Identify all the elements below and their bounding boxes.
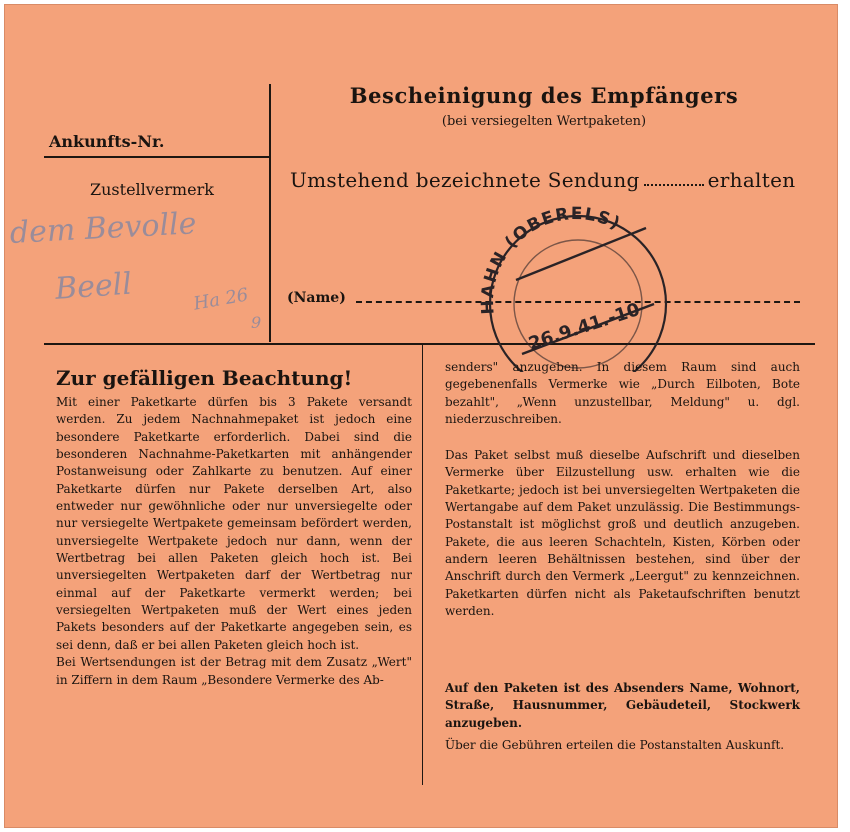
postmark-stamp: [466, 202, 696, 372]
received-text-after: erhalten: [707, 168, 796, 192]
divider-vertical-top: [269, 84, 271, 342]
notice-left-column: [56, 394, 412, 689]
handwritten-note-line2: Beell: [54, 266, 134, 307]
handwritten-note-line1: dem Bevolle: [9, 206, 198, 251]
notice-left-paragraph1: Mit einer Paketkarte dürfen bis 3 Pakete versandt werden. Zu jedem Nachnahmepaket ist jedoch eine besondere Paketkarte erforderlich. Dabei sind die besonderen Nachnahme-Paketkarten mit anhängender Postanweisung oder Zahlkarte zu benutzen. Auf einer Paketkarte dürfen nur Pakete derselben Art, also entweder nur gewöhnliche oder nur unversiegelte oder nur versiegelte Wertpakete gemeinsam befördert werden, unversiegelte Wertpakete jedoch nur dann, wenn der Wertbetrag bei allen Paketen gleich hoch ist. Bei unversiegelten Wertpaketen darf der Wertbetrag nur einmal auf der Paketkarte vermerkt werden; bei versiegelten Wertpaketen muß der Wert eines jeden Pakets besonders auf der Paketkarte angegeben sein, es sei denn, daß er bei allen Paketen gleich hoch ist.: [56, 395, 412, 652]
handwritten-note-line3: Ha 26: [192, 284, 250, 315]
parcel-card: [4, 4, 838, 828]
handwritten-note-line4: 9: [251, 313, 262, 332]
postmark-date: 26.9.41.-10: [526, 299, 643, 355]
notice-right-paragraph2: Das Paket selbst muß dieselbe Aufschrift und dieselben Vermerke über Eilzustellung usw. erhalten wie die Paketkarte; jedoch ist bei unversiegelten Wertpaketen die Wertangabe auf dem Paket unzulässig. Die Bestimmungs-Postanstalt ist möglichst groß und deutlich anzugeben. Pakete, die aus leeren Schachteln, Kisten, Körben oder andern leeren Behältnissen bestehen, sind über der Anschrift durch den Vermerk „Leergut" zu kennzeichnen. Paketkarten dürfen nicht als Paketaufschriften benutzt werden.: [445, 448, 800, 619]
received-dotted-fill: [644, 182, 704, 186]
page-title: Bescheinigung des Empfängers: [349, 83, 739, 108]
notice-right-paragraph3: Auf den Paketen ist des Absenders Name, Wohnort, Straße, Hausnummer, Gebäudeteil, Stockwerk anzugeben.: [445, 681, 800, 730]
postmark-town: HAHN (OBERELS): [477, 204, 625, 315]
page-subtitle: (bei versiegelten Wertpaketen): [441, 114, 647, 129]
arrival-number-underline: [44, 156, 271, 158]
postmark-bar-top: [516, 228, 646, 280]
notice-right-paragraph4: Über die Gebühren erteilen die Postanstalten Auskunft.: [445, 738, 785, 752]
notice-left-paragraph2: Bei Wertsendungen ist der Betrag mit dem Zusatz „Wert" in Ziffern in dem Raum „Besondere Vermerke des Ab-: [56, 655, 412, 687]
section-divider: [44, 343, 815, 345]
divider-vertical-bottom: [422, 345, 423, 785]
arrival-number-label: Ankunfts-Nr.: [49, 132, 165, 151]
notice-right-paragraph1: senders" anzugeben. In diesem Raum sind auch gegebenenfalls Vermerke wie „Durch Eilboten, Bote bezahlt", „Wenn unzustellbar, Meldung" u. dgl. niederzuschreiben.: [445, 360, 800, 427]
delivery-note-label: Zustellvermerk: [90, 180, 214, 199]
name-label: (Name): [287, 290, 346, 306]
notice-heading: Zur gefälligen Beachtung!: [56, 366, 353, 390]
received-statement: [290, 168, 795, 192]
received-text-before: Umstehend bezeichnete Sendung: [290, 168, 640, 192]
